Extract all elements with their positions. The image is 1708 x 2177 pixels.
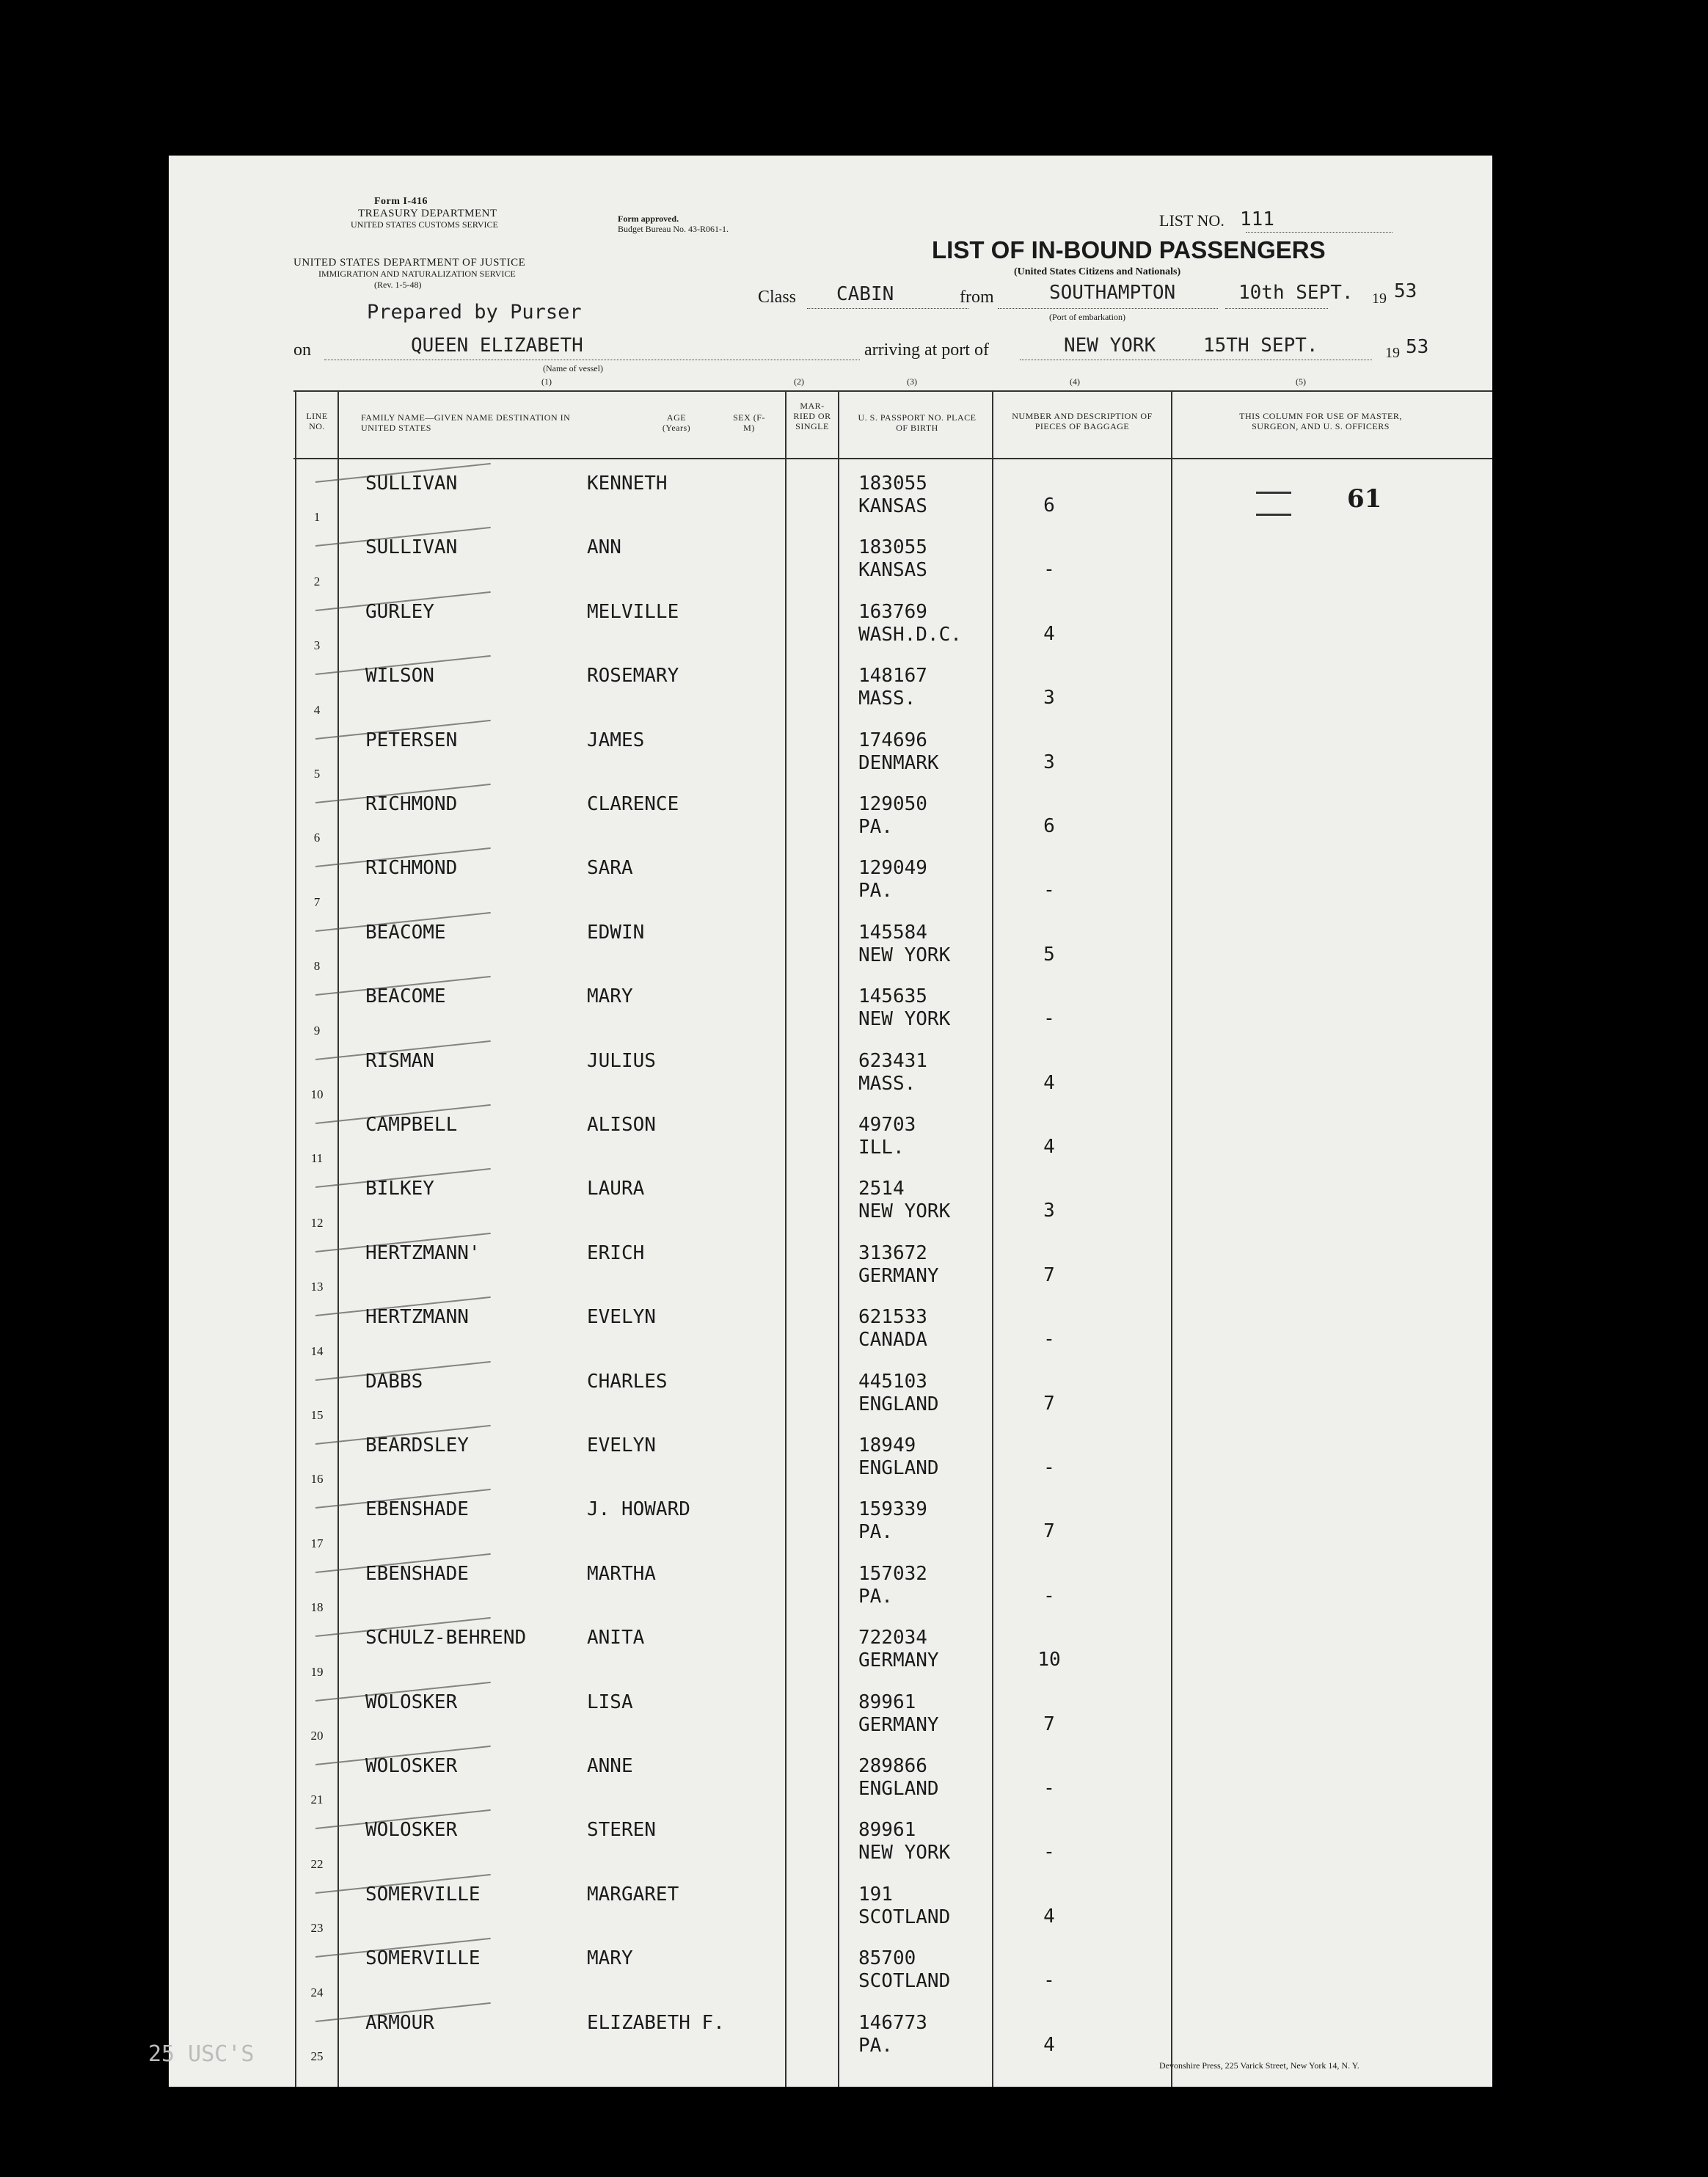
- passport-birthplace: [858, 1306, 927, 1352]
- budget-bureau: Budget Bureau No. 43-R061-1.: [618, 224, 729, 234]
- baggage-count: -: [1043, 1841, 1055, 1864]
- table-row: [169, 848, 1492, 912]
- table-row: [169, 1810, 1492, 1874]
- arrival-year-prefix: 19: [1385, 345, 1400, 361]
- list-no-label: LIST NO.: [1159, 211, 1225, 230]
- passport-birthplace: [858, 793, 927, 839]
- passport-birthplace: [858, 536, 927, 582]
- family-name: SCHULZ-BEHREND: [365, 1627, 527, 1649]
- baggage-count: 10: [1037, 1649, 1061, 1671]
- baggage-count: -: [1043, 1777, 1055, 1799]
- given-name: ROSEMARY: [587, 665, 679, 688]
- family-name: WILSON: [365, 665, 434, 688]
- place-of-birth: PA.: [858, 880, 893, 902]
- passport-birthplace: [858, 1691, 939, 1737]
- col-passport: U. S. PASSPORT NO. PLACE OF BIRTH: [858, 412, 977, 433]
- line-number: 2: [313, 574, 321, 588]
- passport-birthplace: [858, 665, 927, 710]
- line-number: 9: [313, 1023, 321, 1038]
- port-embark-note: (Port of embarkation): [1049, 312, 1125, 322]
- embark-year-prefix: 19: [1372, 291, 1387, 307]
- given-name: STEREN: [587, 1819, 656, 1842]
- baggage-count: 4: [1043, 1071, 1055, 1094]
- passport-number: 183055: [858, 536, 927, 559]
- passport-birthplace: [858, 601, 962, 646]
- family-name: EBENSHADE: [365, 1562, 469, 1585]
- form-customs: UNITED STATES CUSTOMS SERVICE: [351, 219, 498, 230]
- passport-birthplace: [858, 1884, 950, 1929]
- place-of-birth: WASH.D.C.: [858, 623, 962, 646]
- given-name: EVELYN: [587, 1306, 656, 1329]
- baggage-count: 4: [1043, 1136, 1055, 1158]
- baggage-count: 3: [1043, 687, 1055, 710]
- table-row: [169, 1489, 1492, 1553]
- line-number: 18: [310, 1600, 324, 1615]
- form-dept: TREASURY DEPARTMENT: [358, 208, 497, 219]
- passport-number: 163769: [858, 600, 927, 623]
- table-row: [169, 1746, 1492, 1810]
- line-number: 5: [313, 766, 321, 781]
- baggage-count: -: [1043, 1007, 1055, 1030]
- family-name: SULLIVAN: [365, 473, 458, 495]
- passport-birthplace: [858, 1434, 939, 1480]
- list-no-value: 111: [1240, 208, 1274, 230]
- passport-number: 18949: [858, 1434, 916, 1456]
- passport-number: 145635: [858, 985, 927, 1008]
- table-row: [169, 1875, 1492, 1939]
- baggage-count: 7: [1043, 1263, 1055, 1286]
- given-name: JAMES: [587, 729, 645, 751]
- passport-birthplace: [858, 1242, 939, 1288]
- passport-number: 2514: [858, 1178, 905, 1200]
- passport-number: 148167: [858, 665, 927, 688]
- place-of-birth: CANADA: [858, 1329, 927, 1352]
- given-name: MARGARET: [587, 1883, 679, 1906]
- passport-number: 159339: [858, 1498, 927, 1521]
- form-rev: (Rev. 1-5-48): [374, 280, 422, 290]
- col-married: MAR-RIED OR SINGLE: [793, 401, 831, 431]
- line-number: 14: [310, 1343, 324, 1358]
- table-row: [169, 1682, 1492, 1746]
- given-name: KENNETH: [587, 473, 668, 495]
- form-approved: Form approved.: [618, 214, 679, 224]
- family-name: BEARDSLEY: [365, 1434, 469, 1456]
- passport-birthplace: [858, 2012, 927, 2057]
- passport-birthplace: [858, 1627, 939, 1672]
- family-name: SOMERVILLE: [365, 1947, 481, 1970]
- given-name: LISA: [587, 1691, 633, 1713]
- family-name: GURLEY: [365, 600, 434, 623]
- from-label: from: [960, 288, 994, 307]
- passport-birthplace: [858, 1178, 950, 1223]
- passport-number: 157032: [858, 1562, 927, 1585]
- table-row: [169, 464, 1492, 528]
- table-row: [169, 2003, 1492, 2067]
- passport-number: 129049: [858, 857, 927, 880]
- arrival-date: 15TH SEPT.: [1203, 335, 1318, 357]
- given-name: ANITA: [587, 1627, 645, 1649]
- baggage-count: -: [1043, 1328, 1055, 1351]
- line-number: 20: [310, 1728, 324, 1743]
- line-number: 13: [310, 1280, 324, 1294]
- given-name: SARA: [587, 857, 633, 880]
- place-of-birth: NEW YORK: [858, 944, 951, 966]
- family-name: HERTZMANN: [365, 1306, 469, 1329]
- col-num-3: (3): [907, 376, 917, 387]
- col-num-5: (5): [1296, 376, 1306, 387]
- baggage-count: 6: [1043, 815, 1055, 837]
- family-name: ARMOUR: [365, 2011, 434, 2034]
- from-value: SOUTHAMPTON: [1049, 282, 1176, 304]
- on-label: on: [293, 340, 311, 360]
- baggage-count: 6: [1043, 495, 1055, 517]
- given-name: MARY: [587, 1947, 633, 1970]
- family-name: PETERSEN: [365, 729, 458, 751]
- form-number: Form I-416: [374, 196, 428, 207]
- baggage-count: -: [1043, 1969, 1055, 1992]
- line-number: 22: [310, 1856, 324, 1871]
- vessel-name: QUEEN ELIZABETH: [411, 335, 583, 357]
- passport-birthplace: [858, 1371, 939, 1416]
- place-of-birth: PA.: [858, 1521, 893, 1544]
- col-num-1: (1): [541, 376, 552, 387]
- passport-number: 89961: [858, 1691, 916, 1713]
- col-num-2: (2): [794, 376, 804, 387]
- place-of-birth: NEW YORK: [858, 1842, 951, 1864]
- place-of-birth: GERMANY: [858, 1264, 939, 1287]
- arriving-label: arriving at port of: [864, 340, 989, 360]
- line-number: 8: [313, 959, 321, 974]
- place-of-birth: ENGLAND: [858, 1393, 939, 1415]
- passport-birthplace: [858, 1563, 927, 1608]
- table-row: [169, 977, 1492, 1040]
- vessel-note: (Name of vessel): [543, 363, 603, 373]
- place-of-birth: ENGLAND: [858, 1778, 939, 1800]
- given-name: CHARLES: [587, 1370, 668, 1393]
- place-of-birth: PA.: [858, 1585, 893, 1608]
- passport-number: 174696: [858, 729, 927, 751]
- table-row: [169, 721, 1492, 784]
- col-name: FAMILY NAME—GIVEN NAME DESTINATION IN UNITED STATES: [361, 412, 571, 433]
- family-name: HERTZMANN': [365, 1241, 481, 1264]
- given-name: ERICH: [587, 1241, 645, 1264]
- form-justice: UNITED STATES DEPARTMENT OF JUSTICE: [293, 257, 526, 269]
- family-name: DABBS: [365, 1370, 423, 1393]
- given-name: EVELYN: [587, 1434, 656, 1456]
- table-row: [169, 528, 1492, 591]
- place-of-birth: ENGLAND: [858, 1457, 939, 1479]
- col-age: AGE (Years): [662, 412, 691, 433]
- table-row: [169, 1169, 1492, 1233]
- line-number: 4: [313, 702, 321, 717]
- family-name: BILKEY: [365, 1178, 434, 1200]
- passport-number: 313672: [858, 1241, 927, 1264]
- given-name: ANN: [587, 536, 621, 559]
- baggage-count: 3: [1043, 751, 1055, 773]
- place-of-birth: DENMARK: [858, 751, 939, 774]
- line-number: 19: [310, 1664, 324, 1679]
- officer-mark: 61: [1347, 484, 1382, 514]
- place-of-birth: MASS.: [858, 1072, 916, 1095]
- passport-number: 183055: [858, 473, 927, 495]
- given-name: CLARENCE: [587, 793, 679, 815]
- line-number: 7: [313, 894, 321, 909]
- passport-number: 623431: [858, 1049, 927, 1072]
- family-name: SOMERVILLE: [365, 1883, 481, 1906]
- baggage-count: 7: [1043, 1392, 1055, 1415]
- given-name: MARTHA: [587, 1562, 656, 1585]
- given-name: J. HOWARD: [587, 1498, 690, 1521]
- passport-birthplace: [858, 1819, 950, 1864]
- passport-number: 146773: [858, 2011, 927, 2034]
- table-row: [169, 1041, 1492, 1105]
- col-line-no: LINE NO.: [306, 411, 328, 431]
- line-number: 17: [310, 1536, 324, 1550]
- baggage-count: 4: [1043, 622, 1055, 645]
- given-name: LAURA: [587, 1178, 645, 1200]
- place-of-birth: GERMANY: [858, 1649, 939, 1672]
- passport-number: 289866: [858, 1755, 927, 1777]
- passport-birthplace: [858, 1947, 950, 1993]
- place-of-birth: PA.: [858, 816, 893, 838]
- page-subtitle: (United States Citizens and Nationals): [1014, 266, 1181, 277]
- table-row: [169, 1554, 1492, 1618]
- col-sex: SEX (F-M): [733, 412, 765, 433]
- family-name: RICHMOND: [365, 793, 458, 815]
- line-number: 3: [313, 638, 321, 653]
- baggage-count: 5: [1043, 943, 1055, 966]
- family-name: CAMPBELL: [365, 1114, 458, 1136]
- passport-number: 722034: [858, 1627, 927, 1649]
- passport-birthplace: [858, 857, 927, 902]
- table-row: [169, 1105, 1492, 1169]
- passport-birthplace: [858, 1050, 927, 1095]
- table-row: [169, 1939, 1492, 2002]
- place-of-birth: PA.: [858, 2034, 893, 2057]
- passport-number: 129050: [858, 793, 927, 815]
- given-name: JULIUS: [587, 1049, 656, 1072]
- footer-printer: Devonshire Press, 225 Varick Street, New York 14, N. Y.: [1159, 2060, 1360, 2071]
- baggage-count: 3: [1043, 1200, 1055, 1222]
- table-row: [169, 1426, 1492, 1489]
- baggage-count: -: [1043, 879, 1055, 902]
- prepared-by: Prepared by Purser: [367, 301, 582, 324]
- page-title: LIST OF IN-BOUND PASSENGERS: [932, 236, 1326, 263]
- place-of-birth: SCOTLAND: [858, 1906, 951, 1928]
- line-number: 11: [310, 1151, 324, 1166]
- col-num-4: (4): [1070, 376, 1080, 387]
- passport-birthplace: [858, 922, 950, 967]
- table-row: [169, 784, 1492, 848]
- passport-birthplace: [858, 985, 950, 1031]
- passport-birthplace: [858, 729, 939, 775]
- col-baggage: NUMBER AND DESCRIPTION OF PIECES OF BAGGAGE: [1012, 411, 1153, 431]
- family-name: WOLOSKER: [365, 1691, 458, 1713]
- line-number: 21: [310, 1793, 324, 1807]
- class-value: CABIN: [836, 283, 894, 305]
- passenger-list-sheet: [148, 156, 1492, 2087]
- place-of-birth: NEW YORK: [858, 1008, 951, 1031]
- given-name: ALISON: [587, 1114, 656, 1136]
- line-number: 23: [310, 1921, 324, 1936]
- table-row: [169, 1233, 1492, 1297]
- arrival-year: 53: [1406, 336, 1429, 358]
- family-name: SULLIVAN: [365, 536, 458, 559]
- line-number: 6: [313, 831, 321, 845]
- baggage-count: -: [1043, 1456, 1055, 1478]
- baggage-count: 4: [1043, 1905, 1055, 1928]
- footer-usc: 25 USC'S: [148, 2041, 255, 2067]
- table-row: [169, 913, 1492, 977]
- place-of-birth: NEW YORK: [858, 1200, 951, 1223]
- passport-number: 191: [858, 1883, 893, 1906]
- table-row: [169, 592, 1492, 656]
- arrival-port: NEW YORK: [1064, 335, 1156, 357]
- table-row: [169, 656, 1492, 720]
- passport-number: 85700: [858, 1947, 916, 1970]
- family-name: BEACOME: [365, 921, 446, 944]
- given-name: MELVILLE: [587, 600, 679, 623]
- line-number: 15: [310, 1407, 324, 1422]
- place-of-birth: ILL.: [858, 1137, 905, 1159]
- passport-birthplace: [858, 1498, 927, 1544]
- family-name: WOLOSKER: [365, 1755, 458, 1777]
- place-of-birth: KANSAS: [858, 495, 927, 517]
- embark-year: 53: [1394, 280, 1417, 302]
- given-name: ELIZABETH F.: [587, 2011, 725, 2034]
- embark-date: 10th SEPT.: [1238, 282, 1354, 304]
- passport-birthplace: [858, 1114, 916, 1159]
- line-number: 25: [310, 2049, 324, 2063]
- line-number: 16: [310, 1472, 324, 1487]
- table-row: [169, 1297, 1492, 1361]
- place-of-birth: GERMANY: [858, 1713, 939, 1736]
- place-of-birth: MASS.: [858, 688, 916, 710]
- passport-number: 445103: [858, 1370, 927, 1393]
- passport-birthplace: [858, 1755, 939, 1801]
- line-number: 1: [313, 510, 321, 525]
- passport-number: 145584: [858, 921, 927, 944]
- family-name: EBENSHADE: [365, 1498, 469, 1521]
- baggage-count: -: [1043, 558, 1055, 581]
- passenger-table: [169, 464, 1492, 2078]
- family-name: WOLOSKER: [365, 1819, 458, 1842]
- table-row: [169, 1618, 1492, 1682]
- passport-number: 89961: [858, 1819, 916, 1842]
- place-of-birth: SCOTLAND: [858, 1970, 951, 1993]
- family-name: RISMAN: [365, 1049, 434, 1072]
- line-number: 10: [310, 1087, 324, 1101]
- passport-birthplace: [858, 473, 927, 518]
- class-label: Class: [758, 288, 797, 307]
- given-name: MARY: [587, 985, 633, 1008]
- family-name: BEACOME: [365, 985, 446, 1008]
- baggage-count: 7: [1043, 1713, 1055, 1735]
- passport-number: 621533: [858, 1306, 927, 1329]
- given-name: ANNE: [587, 1755, 633, 1777]
- given-name: EDWIN: [587, 921, 645, 944]
- baggage-count: 4: [1043, 2033, 1055, 2056]
- col-officers: THIS COLUMN FOR USE OF MASTER, SURGEON, AND U. S. OFFICERS: [1239, 411, 1402, 431]
- passport-number: 49703: [858, 1114, 916, 1136]
- baggage-count: -: [1043, 1584, 1055, 1607]
- baggage-count: 7: [1043, 1520, 1055, 1543]
- table-row: [169, 1362, 1492, 1426]
- line-number: 12: [310, 1215, 324, 1230]
- place-of-birth: KANSAS: [858, 559, 927, 582]
- form-ins: IMMIGRATION AND NATURALIZATION SERVICE: [318, 269, 516, 279]
- line-number: 24: [310, 1985, 324, 1999]
- family-name: RICHMOND: [365, 857, 458, 880]
